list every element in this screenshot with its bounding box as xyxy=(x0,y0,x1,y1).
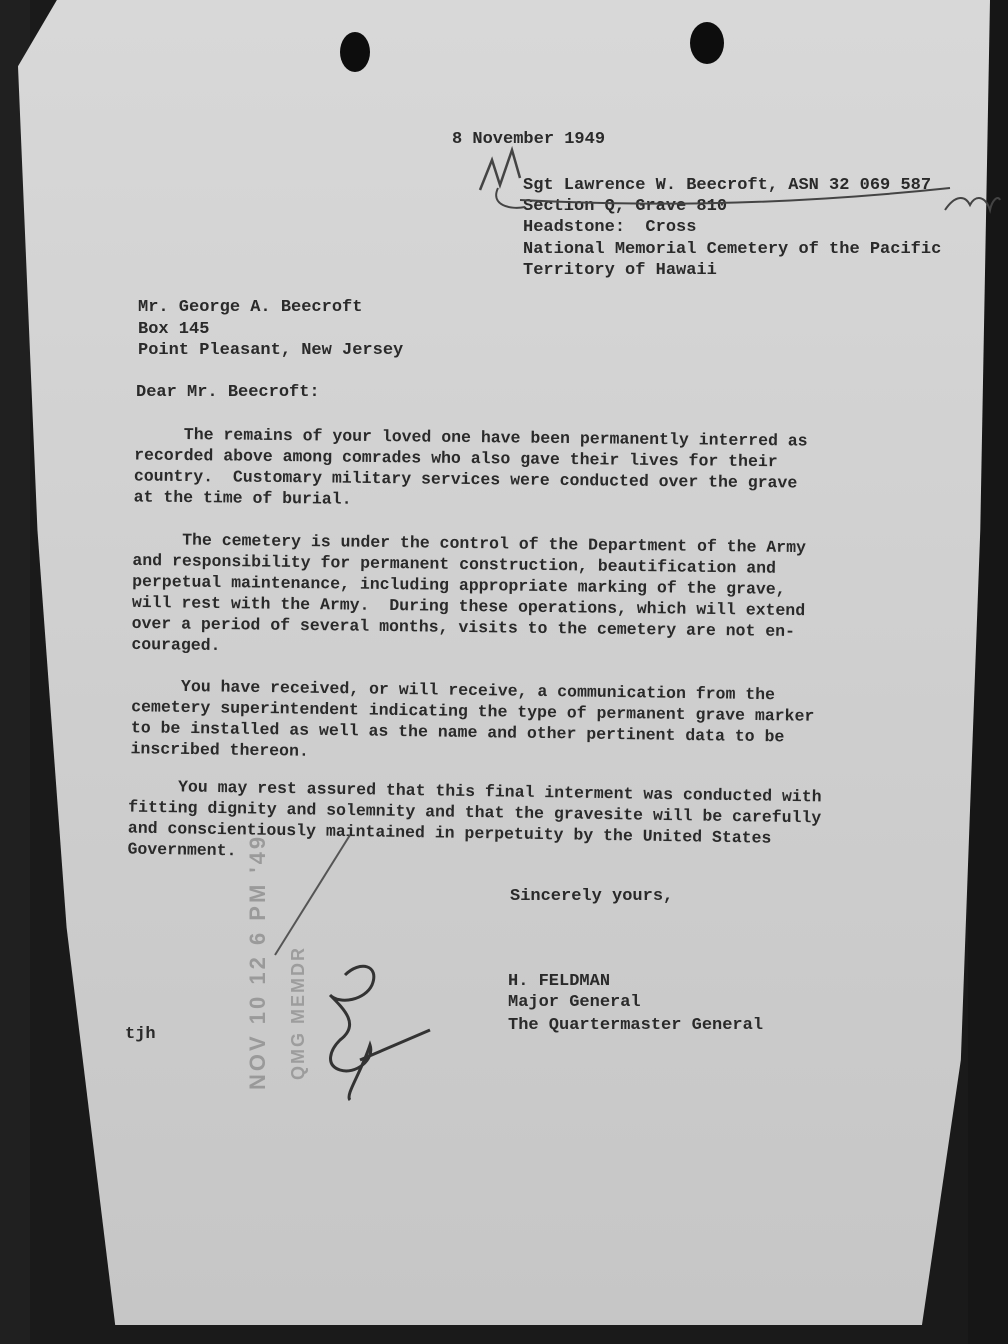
closing: Sincerely yours, xyxy=(510,887,674,906)
subject-line: National Memorial Cemetery of the Pacific xyxy=(523,240,942,259)
subject-line: Sgt Lawrence W. Beecroft, ASN 32 069 587 xyxy=(523,176,932,195)
body-paragraph-2: The cemetery is under the control of the Department of the Army and responsibility for permanent construction, beautification and perpetual maintenance, including appropriate marking of the grave, will rest with the Army. During these operations, which will extend over a period of several months, visits to the cemetery are not en- couraged. xyxy=(131,529,807,655)
handwritten-signature xyxy=(330,966,430,1100)
address-line: Point Pleasant, New Jersey xyxy=(138,341,404,360)
received-office-stamp: QMG MEMDR xyxy=(288,946,308,1080)
signer-rank: Major General xyxy=(508,993,641,1012)
signer-name: H. FELDMAN xyxy=(508,972,611,991)
strike-through-marks xyxy=(480,150,1000,210)
subject-line: Section Q, Grave 810 xyxy=(523,197,728,216)
subject-line: Territory of Hawaii xyxy=(523,261,717,280)
signer-title: The Quartermaster General xyxy=(508,1016,764,1035)
body-paragraph-1: The remains of your loved one have been permanently interred as recorded above among comrades who also gave their lives for their country. Customary military services were conducted over the grave at the time of burial. xyxy=(133,424,808,509)
typist-initials: tjh xyxy=(125,1025,156,1044)
salutation: Dear Mr. Beecroft: xyxy=(136,383,320,402)
pen-stroke xyxy=(275,835,350,955)
address-line: Mr. George A. Beecroft xyxy=(138,298,363,317)
body-paragraph-3: You have received, or will receive, a communication from the cemetery superintendent indicating the type of permanent grave marker to be installed as well as the name and other pertinent data to be inscribed thereon. xyxy=(130,676,815,761)
body-paragraph-4: You may rest assured that this final interment was conducted with fitting dignity and solemnity and that the gravesite will be carefully and conscientiously maintained in perpetuity by the United States Government. xyxy=(127,776,822,861)
subject-line: Headstone: Cross xyxy=(523,218,697,237)
address-line: Box 145 xyxy=(138,320,210,339)
received-date-stamp: NOV 10 12 6 PM '49 xyxy=(245,833,270,1090)
letter-date: 8 November 1949 xyxy=(452,130,606,149)
